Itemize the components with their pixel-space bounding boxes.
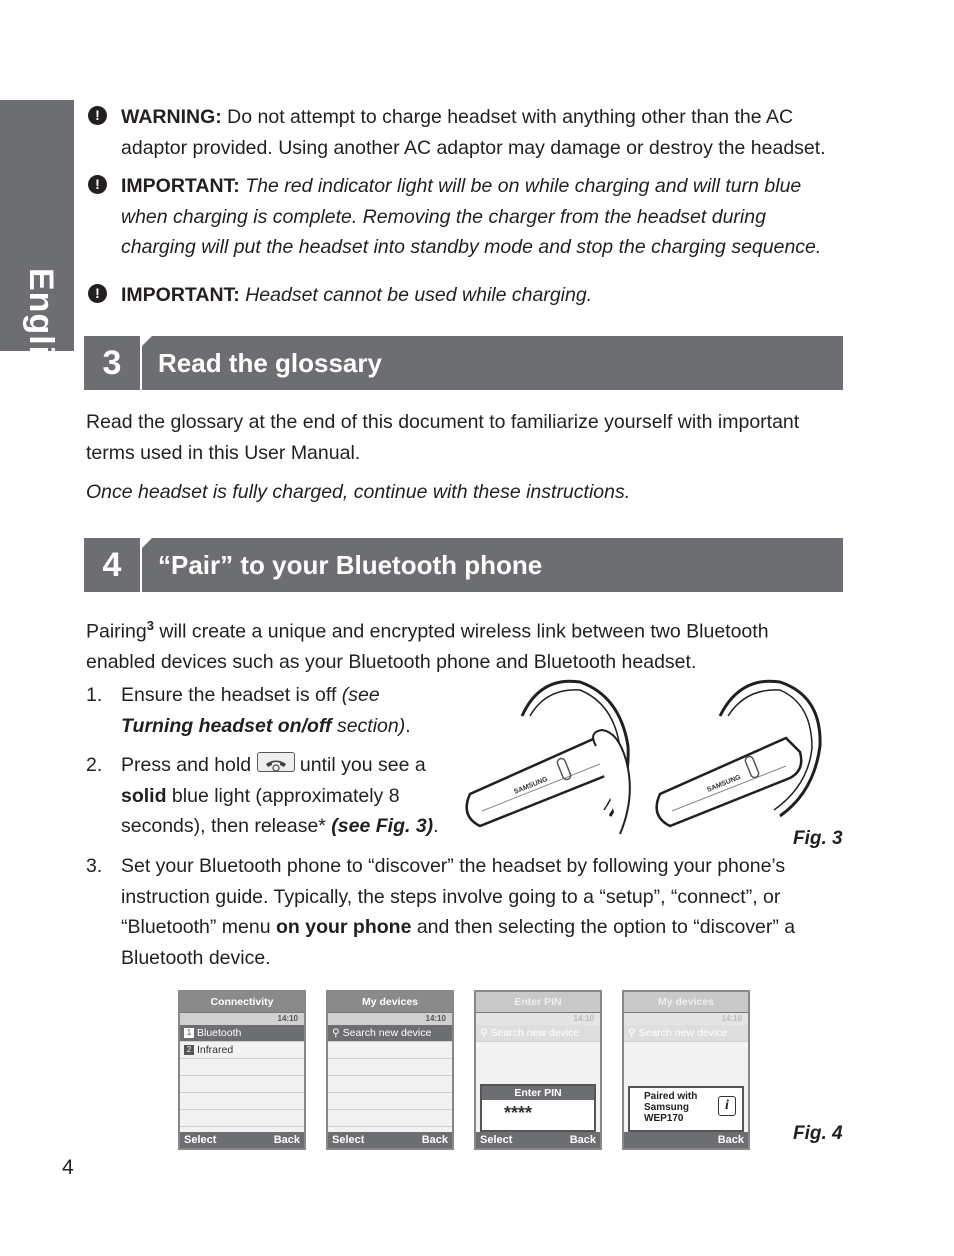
menu-item: [180, 1025, 304, 1042]
softkey-bar: [476, 1132, 600, 1148]
page-number: 4: [62, 1156, 74, 1179]
section-title: Read the glossary: [158, 348, 382, 378]
notice-text: The red indicator light will be on while charging and will turn blue when charging is complete. Removing the charger from the headset during charging will put the headset into standby mode and stop the charging sequence.: [121, 175, 822, 258]
item-label: Bluetooth: [197, 1027, 242, 1039]
screen-title: My devices: [328, 992, 452, 1013]
phone-screen-my-devices: [326, 990, 454, 1150]
item-number: 1: [184, 1028, 194, 1038]
section-4-header: [84, 538, 843, 592]
status-time: 14:10: [328, 1013, 452, 1025]
menu-item: [180, 1042, 304, 1059]
item-label: Search new device: [342, 1027, 432, 1039]
step-text: Ensure the headset is off: [121, 684, 342, 706]
softkey-right: Back: [569, 1134, 596, 1146]
section-title-bar: [142, 538, 843, 592]
section-number: 4: [84, 538, 140, 592]
search-icon: ⚲: [628, 1027, 639, 1039]
step-text: .: [433, 815, 439, 837]
step-text: and then selecting the option to “discover” a Bluetooth device.: [121, 916, 796, 969]
tab-notch: [62, 100, 74, 112]
softkey-bar: [328, 1132, 452, 1148]
paired-popup: [628, 1086, 744, 1132]
step-emphasis: solid: [121, 784, 167, 807]
softkey-left: Select: [332, 1134, 365, 1146]
popup-title: Enter PIN: [482, 1086, 594, 1100]
warning-icon: !: [88, 106, 107, 125]
item-number: 2: [184, 1045, 194, 1055]
section-title-bar: [142, 336, 843, 390]
screen-title: Enter PIN: [476, 992, 600, 1013]
step-3: [121, 851, 821, 973]
call-button-icon: [257, 752, 295, 772]
empty-row: [328, 1059, 452, 1076]
step-number: 3.: [86, 855, 103, 877]
softkey-bar: [180, 1132, 304, 1148]
empty-row: [180, 1093, 304, 1110]
softkey-left: Select: [184, 1134, 217, 1146]
empty-row: [328, 1093, 452, 1110]
status-time: 14:10: [180, 1013, 304, 1025]
softkey-right: Back: [421, 1134, 448, 1146]
step-text: blue light (approximately 8 seconds), then release*: [121, 784, 400, 837]
step-text: until you see a: [294, 754, 426, 776]
step-text: .: [405, 714, 411, 737]
empty-row: [328, 1042, 452, 1059]
pin-field: ****: [504, 1103, 533, 1123]
paired-message: Paired with Samsung WEP170: [644, 1091, 698, 1124]
search-icon: ⚲: [480, 1027, 491, 1039]
pin-popup: [480, 1084, 596, 1132]
intro-text: will create a unique and encrypted wireless link between two Bluetooth enabled devices such as your Bluetooth phone and Bluetooth headset.: [86, 620, 769, 673]
notice-text: Headset cannot be used while charging.: [239, 284, 593, 306]
intro-text: Pairing: [86, 620, 147, 643]
item-label: Search new device: [638, 1027, 728, 1039]
important-icon: !: [88, 175, 107, 194]
language-tab: [0, 100, 74, 398]
headset-illustration: [460, 676, 840, 841]
phone-screen-enter-pin: [474, 990, 602, 1150]
info-icon: i: [718, 1096, 736, 1116]
softkey-left: Select: [480, 1134, 513, 1146]
important-icon: !: [88, 284, 107, 303]
step-2: [121, 750, 456, 842]
figure-3-caption: Fig. 3: [793, 828, 843, 849]
softkey-right: Back: [717, 1134, 744, 1146]
empty-row: [328, 1110, 452, 1127]
step-1: [121, 680, 451, 741]
section-3-header: [84, 336, 843, 390]
glossary-paragraph: Read the glossary at the end of this document to familiarize yourself with important terms used in this User Manual.: [86, 411, 800, 464]
softkey-right: Back: [273, 1134, 300, 1146]
empty-row: [180, 1059, 304, 1076]
item-label: Infrared: [197, 1044, 234, 1056]
search-icon: ⚲: [332, 1027, 343, 1039]
footnote-ref: 3: [146, 618, 154, 633]
step-text: section): [331, 714, 406, 737]
empty-row: [180, 1110, 304, 1127]
notice-label: IMPORTANT:: [121, 284, 240, 306]
figure-4-caption: Fig. 4: [793, 1123, 843, 1144]
language-tab-label: English: [22, 268, 60, 398]
charged-note: Once headset is fully charged, continue with these instructions.: [86, 481, 631, 503]
warning-notice: [121, 102, 846, 163]
softkey-bar: [624, 1132, 748, 1148]
important-notice: [121, 280, 846, 311]
screen-title: Connectivity: [180, 992, 304, 1013]
status-time: 14:10: [476, 1013, 600, 1025]
notice-label: IMPORTANT:: [121, 175, 240, 197]
notice-label: WARNING:: [121, 106, 222, 128]
step-text: Set your Bluetooth phone to “discover” the headset by following your phone’s instruction guide. Typically, the steps involve going to a “setup”, “connect”, or “Bluetooth” menu: [121, 855, 786, 938]
notice-text: Do not attempt to charge headset with anything other than the AC adaptor provided. Using another AC adaptor may damage or destroy the headset.: [121, 106, 826, 159]
step-number: 1.: [86, 684, 103, 706]
menu-item: [328, 1025, 452, 1042]
important-notice: [121, 171, 846, 263]
step-link: Turning headset on/off: [121, 714, 332, 737]
step-emphasis: on your phone: [276, 916, 412, 938]
brand-label: SAMSUNG: [513, 775, 549, 796]
step-text: (see: [341, 684, 380, 706]
empty-row: [328, 1076, 452, 1093]
status-time: 14:10: [624, 1013, 748, 1025]
screen-title: My devices: [624, 992, 748, 1013]
figure-reference: (see Fig. 3): [331, 815, 434, 837]
menu-item: [476, 1025, 600, 1042]
section-number: 3: [84, 336, 140, 390]
brand-label: SAMSUNG: [706, 773, 742, 794]
step-text: Press and hold: [121, 754, 257, 776]
phone-screen-connectivity: [178, 990, 306, 1150]
section-title: “Pair” to your Bluetooth phone: [158, 550, 543, 580]
phone-screen-paired: [622, 990, 750, 1150]
step-number: 2.: [86, 754, 103, 776]
empty-row: [180, 1076, 304, 1093]
pairing-intro: [86, 611, 826, 678]
item-label: Search new device: [490, 1027, 580, 1039]
menu-item: [624, 1025, 748, 1042]
